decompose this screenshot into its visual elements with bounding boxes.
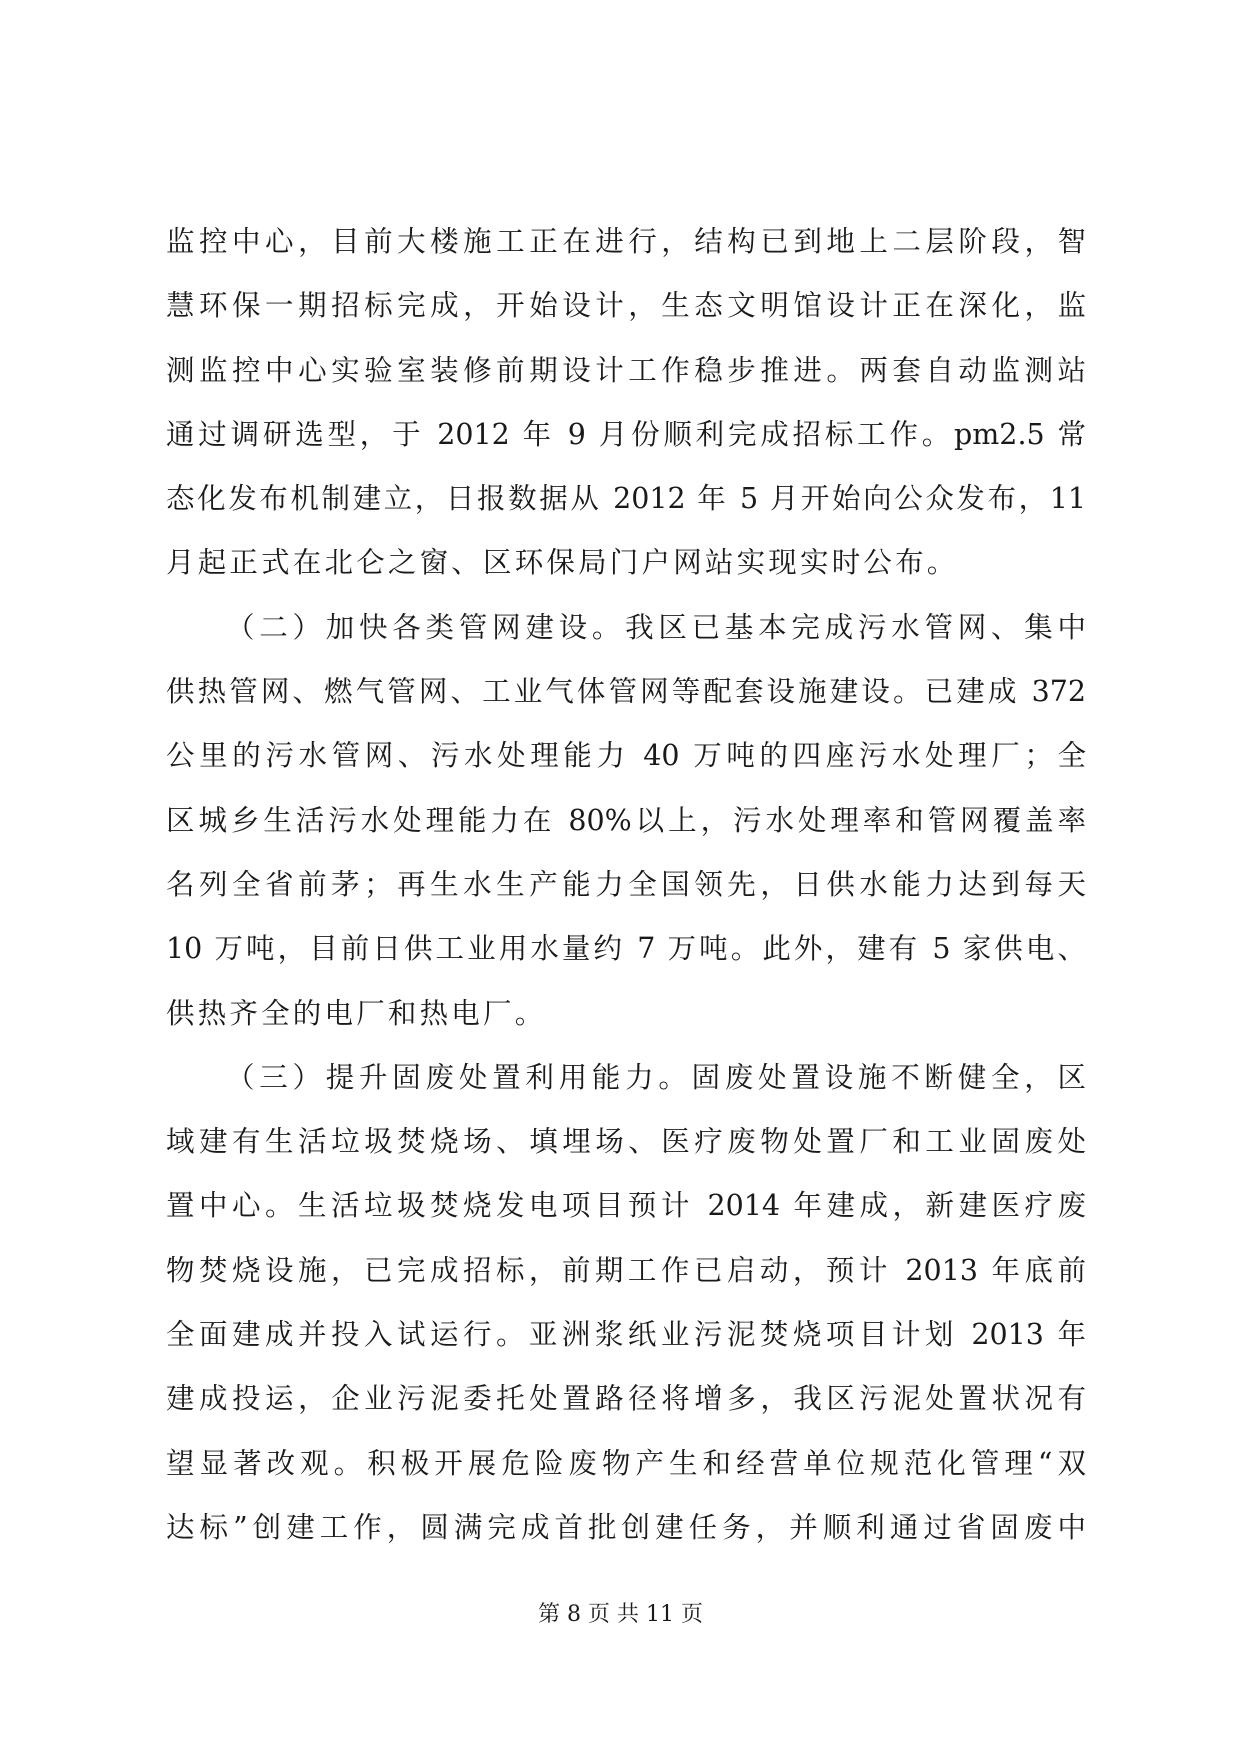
body-text	[166, 210, 1086, 1560]
text-line: 区城乡生活污水处理能力在 80%以上，污水处理率和管网覆盖率	[166, 803, 1086, 837]
page-number-footer: 第 8 页 共 11 页	[538, 1602, 703, 1627]
text-line: 慧环保一期招标完成，开始设计，生态文明馆设计正在深化，监	[166, 289, 1086, 323]
text-line: 供热管网、燃气管网、工业气体管网等配套设施建设。已建成 372	[166, 675, 1086, 709]
text-line: 域建有生活垃圾焚烧场、填埋场、医疗废物处置厂和工业固废处	[166, 1125, 1086, 1159]
text-line: （二）加快各类管网建设。我区已基本完成污水管网、集中	[226, 610, 1086, 644]
text-line: （三）提升固废处置利用能力。固废处置设施不断健全，区	[226, 1060, 1086, 1094]
text-line: 10 万吨，目前日供工业用水量约 7 万吨。此外，建有 5 家供电、	[166, 932, 1086, 966]
text-line: 物焚烧设施，已完成招标，前期工作已启动，预计 2013 年底前	[166, 1253, 1086, 1287]
text-line: 测监控中心实验室装修前期设计工作稳步推进。两套自动监测站	[166, 353, 1086, 387]
text-line: 供热齐全的电厂和热电厂。	[166, 996, 547, 1030]
text-line: 月起正式在北仑之窗、区环保局门户网站实现实时公布。	[166, 546, 959, 580]
text-line: 建成投运，企业污泥委托处置路径将增多，我区污泥处置状况有	[166, 1382, 1086, 1416]
text-line: 达标”创建工作，圆满完成首批创建任务，并顺利通过省固废中	[166, 1510, 1086, 1544]
text-line: 名列全省前茅；再生水生产能力全国领先，日供水能力达到每天	[166, 867, 1086, 901]
text-line: 通过调研选型，于 2012 年 9 月份顺利完成招标工作。pm2.5 常	[166, 417, 1086, 451]
text-line: 公里的污水管网、污水处理能力 40 万吨的四座污水处理厂；全	[166, 739, 1086, 773]
text-line: 置中心。生活垃圾焚烧发电项目预计 2014 年建成，新建医疗废	[166, 1189, 1086, 1223]
text-line: 全面建成并投入试运行。亚洲浆纸业污泥焚烧项目计划 2013 年	[166, 1318, 1086, 1352]
text-line: 监控中心，目前大楼施工正在进行，结构已到地上二层阶段，智	[166, 225, 1086, 258]
text-line: 态化发布机制建立，日报数据从 2012 年 5 月开始向公众发布，11	[166, 482, 1086, 516]
text-line: 望显著改观。积极开展危险废物产生和经营单位规范化管理“双	[166, 1446, 1086, 1480]
